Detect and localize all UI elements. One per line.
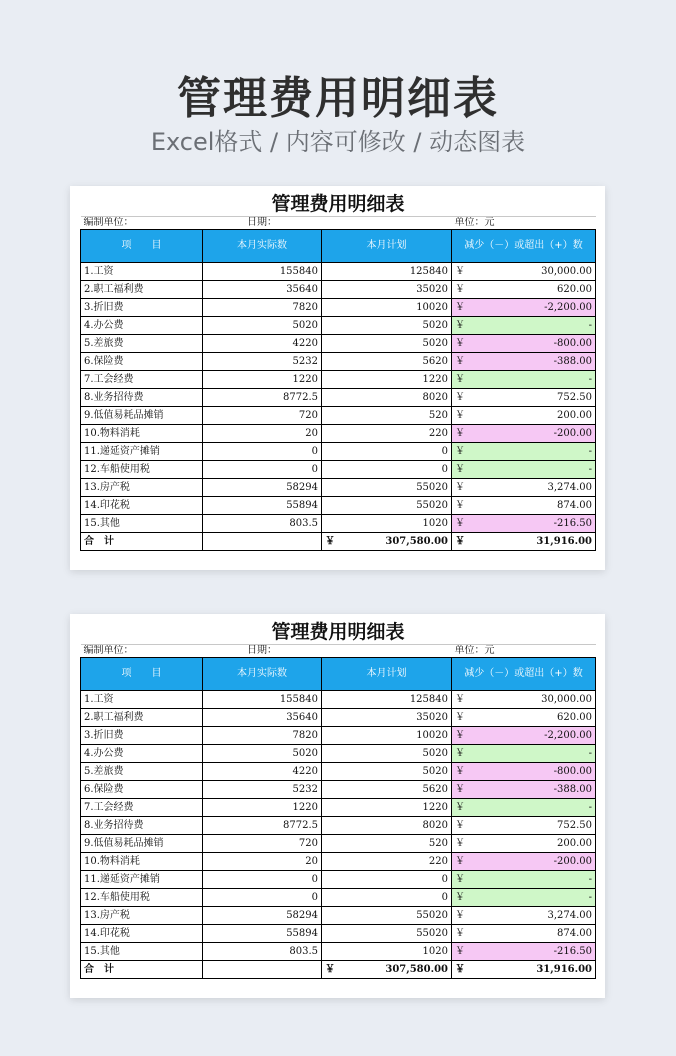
total-actual-blank bbox=[203, 533, 322, 551]
item-cell[interactable]: 7.工会经费 bbox=[81, 799, 203, 817]
hero-title: 管理费用明细表 bbox=[177, 73, 499, 124]
currency-symbol: ￥ bbox=[455, 356, 465, 367]
plan-cell[interactable]: 1020 bbox=[322, 943, 452, 961]
spreadsheet-preview-2 bbox=[70, 614, 605, 998]
actual-cell[interactable]: 58294 bbox=[203, 907, 322, 925]
table-title: 管理费用明细表 bbox=[81, 620, 596, 645]
plan-cell[interactable]: 0 bbox=[322, 461, 452, 479]
total-plan-value: 307,580.00 bbox=[385, 964, 448, 975]
difference-cell[interactable] bbox=[452, 799, 596, 817]
difference-value: -200.00 bbox=[553, 856, 593, 867]
item-cell[interactable]: 5.差旅费 bbox=[81, 763, 203, 781]
difference-cell[interactable] bbox=[452, 263, 596, 281]
currency-symbol: ￥ bbox=[455, 266, 465, 277]
currency-unit-label: 单位：元 bbox=[452, 645, 596, 658]
item-cell[interactable]: 10.物料消耗 bbox=[81, 425, 203, 443]
plan-cell[interactable]: 5620 bbox=[322, 353, 452, 371]
table-row bbox=[81, 371, 596, 389]
difference-value: 874.00 bbox=[557, 928, 593, 939]
unit-label: 编制单位： bbox=[81, 217, 203, 230]
date-label: 日期： bbox=[203, 217, 322, 230]
table-row bbox=[81, 763, 596, 781]
difference-cell[interactable] bbox=[452, 497, 596, 515]
item-cell[interactable]: 6.保险费 bbox=[81, 353, 203, 371]
currency-symbol: ￥ bbox=[455, 392, 465, 403]
item-cell[interactable]: 11.递延资产摊销 bbox=[81, 443, 203, 461]
item-cell[interactable]: 13.房产税 bbox=[81, 479, 203, 497]
table-row bbox=[81, 745, 596, 763]
column-header: 项 目 bbox=[81, 230, 203, 263]
table-row bbox=[81, 925, 596, 943]
item-cell[interactable]: 2.职工福利费 bbox=[81, 281, 203, 299]
actual-cell[interactable]: 1220 bbox=[203, 799, 322, 817]
currency-symbol: ￥ bbox=[455, 536, 465, 547]
table-row bbox=[81, 691, 596, 709]
item-cell[interactable]: 10.物料消耗 bbox=[81, 853, 203, 871]
table-row bbox=[81, 263, 596, 281]
actual-cell[interactable]: 803.5 bbox=[203, 515, 322, 533]
currency-symbol: ￥ bbox=[455, 284, 465, 295]
actual-cell[interactable]: 0 bbox=[203, 871, 322, 889]
item-cell[interactable]: 14.印花税 bbox=[81, 925, 203, 943]
item-cell[interactable]: 7.工会经费 bbox=[81, 371, 203, 389]
table-row bbox=[81, 407, 596, 425]
plan-cell[interactable]: 0 bbox=[322, 871, 452, 889]
column-header: 项 目 bbox=[81, 658, 203, 691]
difference-cell[interactable] bbox=[452, 353, 596, 371]
difference-cell[interactable] bbox=[452, 335, 596, 353]
actual-cell[interactable]: 1220 bbox=[203, 371, 322, 389]
actual-cell[interactable]: 803.5 bbox=[203, 943, 322, 961]
difference-value: 752.50 bbox=[557, 820, 593, 831]
total-plan-value: 307,580.00 bbox=[385, 536, 448, 547]
table-row bbox=[81, 515, 596, 533]
difference-value: 752.50 bbox=[557, 392, 593, 403]
currency-symbol: ￥ bbox=[455, 302, 465, 313]
meta-blank bbox=[322, 645, 452, 658]
difference-cell[interactable] bbox=[452, 299, 596, 317]
total-difference-value: 31,916.00 bbox=[536, 536, 593, 547]
difference-cell[interactable] bbox=[452, 515, 596, 533]
column-header: 本月计划 bbox=[322, 658, 452, 691]
difference-cell[interactable] bbox=[452, 371, 596, 389]
difference-value: 620.00 bbox=[557, 712, 593, 723]
difference-value: -388.00 bbox=[553, 784, 593, 795]
difference-cell[interactable] bbox=[452, 889, 596, 907]
difference-cell[interactable] bbox=[452, 871, 596, 889]
currency-symbol: ￥ bbox=[455, 500, 465, 511]
actual-cell[interactable]: 8772.5 bbox=[203, 389, 322, 407]
currency-symbol: ￥ bbox=[455, 838, 465, 849]
item-cell[interactable]: 9.低值易耗品摊销 bbox=[81, 407, 203, 425]
plan-cell[interactable]: 5020 bbox=[322, 745, 452, 763]
column-header: 减少（－）或超出（+）数 bbox=[452, 658, 596, 691]
item-cell[interactable]: 15.其他 bbox=[81, 943, 203, 961]
currency-symbol: ￥ bbox=[455, 338, 465, 349]
plan-cell[interactable]: 1220 bbox=[322, 371, 452, 389]
actual-cell[interactable]: 20 bbox=[203, 853, 322, 871]
difference-value: 874.00 bbox=[557, 500, 593, 511]
expense-table bbox=[80, 620, 596, 979]
table-row bbox=[81, 461, 596, 479]
plan-cell[interactable]: 10020 bbox=[322, 299, 452, 317]
total-plan-cell bbox=[322, 533, 452, 551]
table-row bbox=[81, 335, 596, 353]
plan-cell[interactable]: 520 bbox=[322, 407, 452, 425]
currency-symbol: ￥ bbox=[455, 928, 465, 939]
table-row bbox=[81, 443, 596, 461]
currency-symbol: ￥ bbox=[455, 820, 465, 831]
currency-symbol: ￥ bbox=[455, 910, 465, 921]
difference-cell[interactable] bbox=[452, 763, 596, 781]
item-cell[interactable]: 8.业务招待费 bbox=[81, 389, 203, 407]
item-cell[interactable]: 14.印花税 bbox=[81, 497, 203, 515]
total-row bbox=[81, 961, 596, 979]
item-cell[interactable]: 4.办公费 bbox=[81, 745, 203, 763]
difference-value: 200.00 bbox=[557, 410, 593, 421]
plan-cell[interactable]: 0 bbox=[322, 443, 452, 461]
currency-symbol: ￥ bbox=[455, 856, 465, 867]
actual-cell[interactable]: 8772.5 bbox=[203, 817, 322, 835]
currency-unit-label: 单位：元 bbox=[452, 217, 596, 230]
difference-cell[interactable] bbox=[452, 425, 596, 443]
actual-cell[interactable]: 5020 bbox=[203, 317, 322, 335]
item-cell[interactable]: 3.折旧费 bbox=[81, 727, 203, 745]
actual-cell[interactable]: 5232 bbox=[203, 781, 322, 799]
currency-symbol: ￥ bbox=[455, 802, 465, 813]
actual-cell[interactable]: 155840 bbox=[203, 691, 322, 709]
actual-cell[interactable]: 58294 bbox=[203, 479, 322, 497]
item-cell[interactable]: 12.车船使用税 bbox=[81, 461, 203, 479]
table-row bbox=[81, 299, 596, 317]
difference-value: -200.00 bbox=[553, 428, 593, 439]
item-cell[interactable]: 5.差旅费 bbox=[81, 335, 203, 353]
item-cell[interactable]: 4.办公费 bbox=[81, 317, 203, 335]
plan-cell[interactable]: 125840 bbox=[322, 263, 452, 281]
actual-cell[interactable]: 155840 bbox=[203, 263, 322, 281]
difference-cell[interactable] bbox=[452, 479, 596, 497]
item-cell[interactable]: 15.其他 bbox=[81, 515, 203, 533]
difference-value: - bbox=[588, 802, 593, 813]
table-row bbox=[81, 871, 596, 889]
actual-cell[interactable]: 720 bbox=[203, 407, 322, 425]
actual-cell[interactable]: 55894 bbox=[203, 925, 322, 943]
difference-cell[interactable] bbox=[452, 853, 596, 871]
currency-symbol: ￥ bbox=[455, 784, 465, 795]
difference-value: - bbox=[588, 874, 593, 885]
currency-symbol: ￥ bbox=[455, 946, 465, 957]
difference-cell[interactable] bbox=[452, 907, 596, 925]
column-header: 本月实际数 bbox=[203, 230, 322, 263]
table-row bbox=[81, 709, 596, 727]
total-label: 合 计 bbox=[81, 961, 203, 979]
difference-value: -800.00 bbox=[553, 338, 593, 349]
difference-cell[interactable] bbox=[452, 781, 596, 799]
difference-value: -800.00 bbox=[553, 766, 593, 777]
difference-value: 3,274.00 bbox=[547, 910, 593, 921]
actual-cell[interactable]: 20 bbox=[203, 425, 322, 443]
currency-symbol: ￥ bbox=[325, 536, 335, 547]
actual-cell[interactable]: 35640 bbox=[203, 281, 322, 299]
item-cell[interactable]: 1.工资 bbox=[81, 691, 203, 709]
plan-cell[interactable]: 5020 bbox=[322, 335, 452, 353]
currency-symbol: ￥ bbox=[455, 428, 465, 439]
item-cell[interactable]: 2.职工福利费 bbox=[81, 709, 203, 727]
item-cell[interactable]: 6.保险费 bbox=[81, 781, 203, 799]
table-row bbox=[81, 479, 596, 497]
meta-blank bbox=[322, 217, 452, 230]
difference-cell[interactable] bbox=[452, 727, 596, 745]
table-row bbox=[81, 781, 596, 799]
expense-table bbox=[80, 192, 596, 551]
difference-value: 30,000.00 bbox=[541, 694, 593, 705]
table-row bbox=[81, 727, 596, 745]
currency-symbol: ￥ bbox=[455, 712, 465, 723]
currency-symbol: ￥ bbox=[455, 874, 465, 885]
item-cell[interactable]: 13.房产税 bbox=[81, 907, 203, 925]
actual-cell[interactable]: 35640 bbox=[203, 709, 322, 727]
table-row bbox=[81, 497, 596, 515]
difference-value: 200.00 bbox=[557, 838, 593, 849]
plan-cell[interactable]: 55020 bbox=[322, 497, 452, 515]
difference-value: - bbox=[588, 446, 593, 457]
currency-symbol: ￥ bbox=[455, 892, 465, 903]
currency-symbol: ￥ bbox=[455, 464, 465, 475]
difference-value: - bbox=[588, 320, 593, 331]
plan-cell[interactable]: 35020 bbox=[322, 281, 452, 299]
column-header: 本月计划 bbox=[322, 230, 452, 263]
plan-cell[interactable]: 55020 bbox=[322, 479, 452, 497]
currency-symbol: ￥ bbox=[455, 730, 465, 741]
difference-value: - bbox=[588, 374, 593, 385]
total-plan-cell bbox=[322, 961, 452, 979]
currency-symbol: ￥ bbox=[455, 766, 465, 777]
difference-value: 3,274.00 bbox=[547, 482, 593, 493]
difference-cell[interactable] bbox=[452, 925, 596, 943]
currency-symbol: ￥ bbox=[455, 694, 465, 705]
difference-value: -216.50 bbox=[553, 946, 593, 957]
total-label: 合 计 bbox=[81, 533, 203, 551]
actual-cell[interactable]: 0 bbox=[203, 443, 322, 461]
difference-cell[interactable] bbox=[452, 943, 596, 961]
plan-cell[interactable]: 125840 bbox=[322, 691, 452, 709]
difference-cell[interactable] bbox=[452, 835, 596, 853]
difference-cell[interactable] bbox=[452, 461, 596, 479]
hero-subtitle: Excel格式 / 内容可修改 / 动态图表 bbox=[150, 128, 526, 156]
difference-cell[interactable] bbox=[452, 407, 596, 425]
difference-cell[interactable] bbox=[452, 817, 596, 835]
currency-symbol: ￥ bbox=[455, 410, 465, 421]
difference-value: 620.00 bbox=[557, 284, 593, 295]
table-row bbox=[81, 907, 596, 925]
item-cell[interactable]: 9.低值易耗品摊销 bbox=[81, 835, 203, 853]
item-cell[interactable]: 3.折旧费 bbox=[81, 299, 203, 317]
difference-value: -388.00 bbox=[553, 356, 593, 367]
table-row bbox=[81, 317, 596, 335]
unit-label: 编制单位： bbox=[81, 645, 203, 658]
difference-cell[interactable] bbox=[452, 691, 596, 709]
table-row bbox=[81, 835, 596, 853]
difference-cell[interactable] bbox=[452, 281, 596, 299]
actual-cell[interactable]: 5232 bbox=[203, 353, 322, 371]
item-cell[interactable]: 8.业务招待费 bbox=[81, 817, 203, 835]
currency-symbol: ￥ bbox=[455, 748, 465, 759]
plan-cell[interactable]: 35020 bbox=[322, 709, 452, 727]
table-row bbox=[81, 889, 596, 907]
difference-value: -2,200.00 bbox=[544, 302, 593, 313]
item-cell[interactable]: 12.车船使用税 bbox=[81, 889, 203, 907]
currency-symbol: ￥ bbox=[455, 320, 465, 331]
item-cell[interactable]: 1.工资 bbox=[81, 263, 203, 281]
currency-symbol: ￥ bbox=[455, 374, 465, 385]
difference-cell[interactable] bbox=[452, 317, 596, 335]
table-row bbox=[81, 943, 596, 961]
difference-cell[interactable] bbox=[452, 709, 596, 727]
plan-cell[interactable]: 520 bbox=[322, 835, 452, 853]
currency-symbol: ￥ bbox=[455, 446, 465, 457]
plan-cell[interactable]: 1020 bbox=[322, 515, 452, 533]
table-row bbox=[81, 425, 596, 443]
difference-cell[interactable] bbox=[452, 443, 596, 461]
difference-value: - bbox=[588, 892, 593, 903]
actual-cell[interactable]: 720 bbox=[203, 835, 322, 853]
difference-cell[interactable] bbox=[452, 389, 596, 407]
difference-value: -216.50 bbox=[553, 518, 593, 529]
date-label: 日期： bbox=[203, 645, 322, 658]
plan-cell[interactable]: 220 bbox=[322, 425, 452, 443]
difference-value: - bbox=[588, 748, 593, 759]
difference-value: -2,200.00 bbox=[544, 730, 593, 741]
plan-cell[interactable]: 220 bbox=[322, 853, 452, 871]
total-actual-blank bbox=[203, 961, 322, 979]
actual-cell[interactable]: 7820 bbox=[203, 727, 322, 745]
actual-cell[interactable]: 4220 bbox=[203, 335, 322, 353]
currency-symbol: ￥ bbox=[455, 964, 465, 975]
total-row bbox=[81, 533, 596, 551]
difference-cell[interactable] bbox=[452, 745, 596, 763]
plan-cell[interactable]: 55020 bbox=[322, 907, 452, 925]
total-difference-value: 31,916.00 bbox=[536, 964, 593, 975]
currency-symbol: ￥ bbox=[455, 518, 465, 529]
plan-cell[interactable]: 5020 bbox=[322, 763, 452, 781]
plan-cell[interactable]: 55020 bbox=[322, 925, 452, 943]
item-cell[interactable]: 11.递延资产摊销 bbox=[81, 871, 203, 889]
plan-cell[interactable]: 0 bbox=[322, 889, 452, 907]
plan-cell[interactable]: 10020 bbox=[322, 727, 452, 745]
table-row bbox=[81, 353, 596, 371]
actual-cell[interactable]: 5020 bbox=[203, 745, 322, 763]
table-row bbox=[81, 799, 596, 817]
plan-cell[interactable]: 5020 bbox=[322, 317, 452, 335]
currency-symbol: ￥ bbox=[325, 964, 335, 975]
table-row bbox=[81, 389, 596, 407]
column-header: 减少（－）或超出（+）数 bbox=[452, 230, 596, 263]
column-header: 本月实际数 bbox=[203, 658, 322, 691]
plan-cell[interactable]: 5620 bbox=[322, 781, 452, 799]
table-title: 管理费用明细表 bbox=[81, 192, 596, 217]
actual-cell[interactable]: 55894 bbox=[203, 497, 322, 515]
table-row bbox=[81, 853, 596, 871]
total-difference-cell bbox=[452, 961, 596, 979]
plan-cell[interactable]: 8020 bbox=[322, 389, 452, 407]
total-difference-cell bbox=[452, 533, 596, 551]
plan-cell[interactable]: 8020 bbox=[322, 817, 452, 835]
table-row bbox=[81, 281, 596, 299]
difference-value: 30,000.00 bbox=[541, 266, 593, 277]
table-row bbox=[81, 817, 596, 835]
spreadsheet-preview-1 bbox=[70, 186, 605, 570]
currency-symbol: ￥ bbox=[455, 482, 465, 493]
actual-cell[interactable]: 0 bbox=[203, 889, 322, 907]
actual-cell[interactable]: 0 bbox=[203, 461, 322, 479]
actual-cell[interactable]: 7820 bbox=[203, 299, 322, 317]
plan-cell[interactable]: 1220 bbox=[322, 799, 452, 817]
difference-value: - bbox=[588, 464, 593, 475]
actual-cell[interactable]: 4220 bbox=[203, 763, 322, 781]
